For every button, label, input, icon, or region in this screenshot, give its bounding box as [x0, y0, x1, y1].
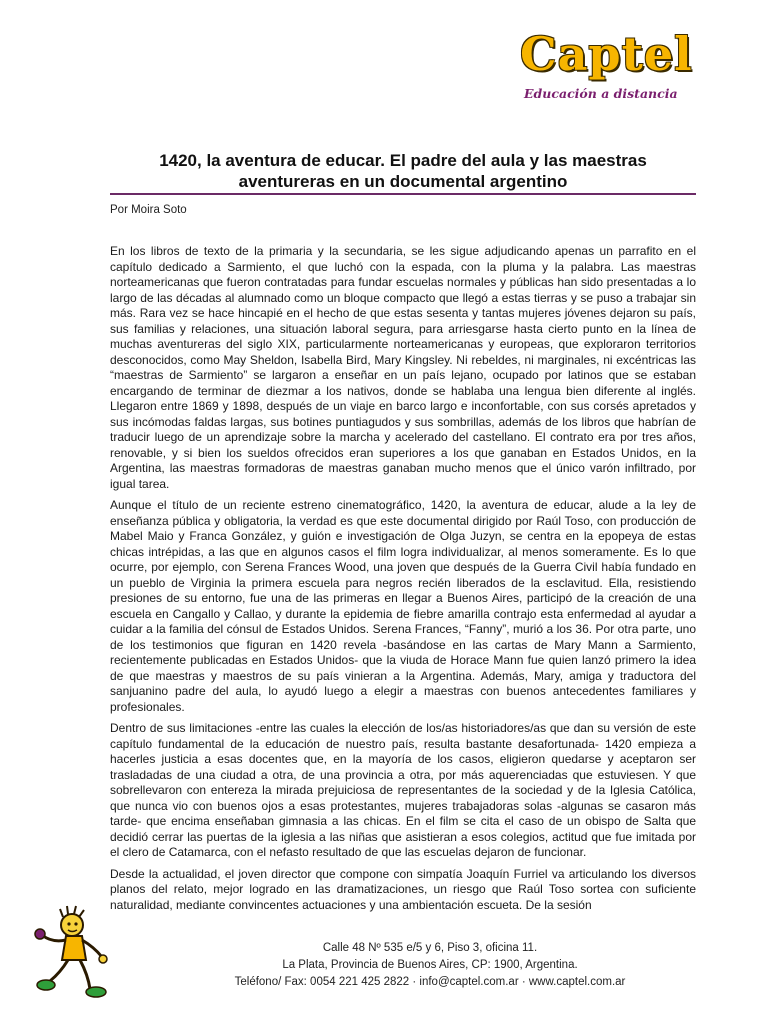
article-byline: Por Moira Soto: [110, 204, 187, 216]
captel-logo: [518, 28, 708, 108]
title-divider: [110, 193, 696, 195]
paragraph: Dentro de sus limitaciones -entre las cuales la elección de los/as historiadores/as que dan su versión de este capítulo fundamental de la educación de nuestro país, resulta bastante desafortunada- 1420 empieza a hacerles justicia a esas docentes que, en la mayoría de los casos, eligieron quedarse y aceptaron ser trasladadas de una ciudad a otra, de una provincia a otra, por más aquerenciadas que estuviesen. Y que sobrellevaron con entereza la mirada prejuiciosa de representantes de la sociedad y de la Iglesia Católica, que nunca vio con buenos ojos a esas protestantes, mujeres trabajadoras solas -algunas se casaron más tarde- que encima enseñaban gimnasia a las chicas. En el film se cita el caso de un obispo de Salta que decidió cerrar las puertas de la iglesia a las niñas que asistieran a esos colegios, actitud que fue imitada por el clero de Catamarca, con el nefasto resultado de que las escuelas dejaron de funcionar.: [110, 721, 696, 859]
article-title: 1420, la aventura de educar. El padre del aula y las maestras aventureras en un documental argentino: [159, 151, 647, 191]
paragraph: En los libros de texto de la primaria y la secundaria, se les sigue adjudicando apenas un parrafito en el capítulo dedicado a Sarmiento, el que luchó con la espada, con la pluma y la palabra. Las maestras norteamericanas que fueron contratadas para fundar escuelas normales y públicas han sido presentadas a lo largo de las décadas al alumnado como un bloque compacto que llegó a estas tierras y se puso a trabajar sin más. Rara vez se hace hincapié en el hecho de que estas sesenta y tantas mujeres jóvenes dejaron su país, sus familias y relaciones, una situación laboral segura, para arriesgarse hasta cierto punto en la línea de muchas aventureras del siglo XIX, particularmente norteamericanas y europeas, que exploraron territorios desconocidos, como May Sheldon, Isabella Bird, Mary Kingsley. Ni rebeldes, ni marginales, ni excéntricas las “maestras de Sarmiento” se largaron a enseñar en un país lejano, ocupado por latinos que se estaban encargando de terminar de diezmar a los nativos, donde se hablaba una lengua bien diferente al inglés. Llegaron entre 1869 y 1898, después de un viaje en barco largo e inconfortable, con sus corsés apretados y sus incómodas faldas largas, sus botines puntiagudos y sus sombrillas, además de los libros que habrían de traducir luego de un aprendizaje sobre la marcha y acelerado del castellano. El contrato era por tres años, renovable, y si bien los sueldos ofrecidos eran superiores a los que ganaban en Estados Unidos, en la Argentina, las maestras formadoras de maestras ganaban mucho menos que el único varón infiltrado, por igual tarea.: [110, 244, 696, 491]
paragraph: Desde la actualidad, el joven director que compone con simpatía Joaquín Furriel va articulando los diversos planos del relato, mejor logrado en las dramatizaciones, un riesgo que Raúl Toso sortea con suficiente naturalidad, mediante convincentes actuaciones y una ambientación escueta. De la sesión: [110, 866, 696, 912]
logo-tagline: Educación a distancia: [524, 86, 678, 101]
article-body: [110, 244, 696, 912]
footer-contact: Teléfono/ Fax: 0054 221 425 2822 · info@captel.com.ar · www.captel.com.ar: [234, 976, 626, 988]
contact-footer: [150, 940, 710, 991]
footer-address: Calle 48 Nº 535 e/5 y 6, Piso 3, oficina 11.: [322, 942, 538, 954]
footer-city: La Plata, Provincia de Buenos Aires, CP: 1900, Argentina.: [282, 959, 578, 971]
paragraph: Aunque el título de un reciente estreno cinematográfico, 1420, la aventura de educar, alude a la ley de enseñanza pública y obligatoria, la verdad es que este documental dirigido por Raúl Toso, con producción de Mabel Maio y Franca González, y guión e investigación de Olga Juzyn, se centra en la epopeya de estas chicas intrépidas, a las que en algunos casos el film logra individualizar, al menos someramente. Es lo que ocurre, por ejemplo, con Serena Frances Wood, una joven que después de la Guerra Civil había fundado en un pueblo de Virginia la primera escuela para negros recién liberados de la esclavitud. Ella, resistiendo presiones de su entorno, fue una de las primeras en llegar a Buenos Aires, participó de la creación de una escuela en Cangallo y Callao, y durante la epidemia de fiebre amarilla contrajo esta enfermedad al ayudar a cuidar a la familia del cónsul de Estados Unidos. Serena Frances, “Fanny”, murió a los 36. Por otra parte, uno de los testimonios que figuran en 1420 revela -basándose en las cartas de Mary Mann a Sarmiento, recientemente publicadas en Estados Unidos- que la viuda de Horace Mann fue quien lanzó primero la idea de que maestras y maestros de su país vinieran a la Argentina. Además, Mary, amiga y traductora del sanjuanino padre del aula, lo ayudó luego a elegir a maestras con buenos antecedentes familiares y profesionales.: [110, 498, 696, 714]
running-child-mascot-icon: [30, 905, 112, 1000]
logo-name: Captel: [520, 27, 693, 81]
